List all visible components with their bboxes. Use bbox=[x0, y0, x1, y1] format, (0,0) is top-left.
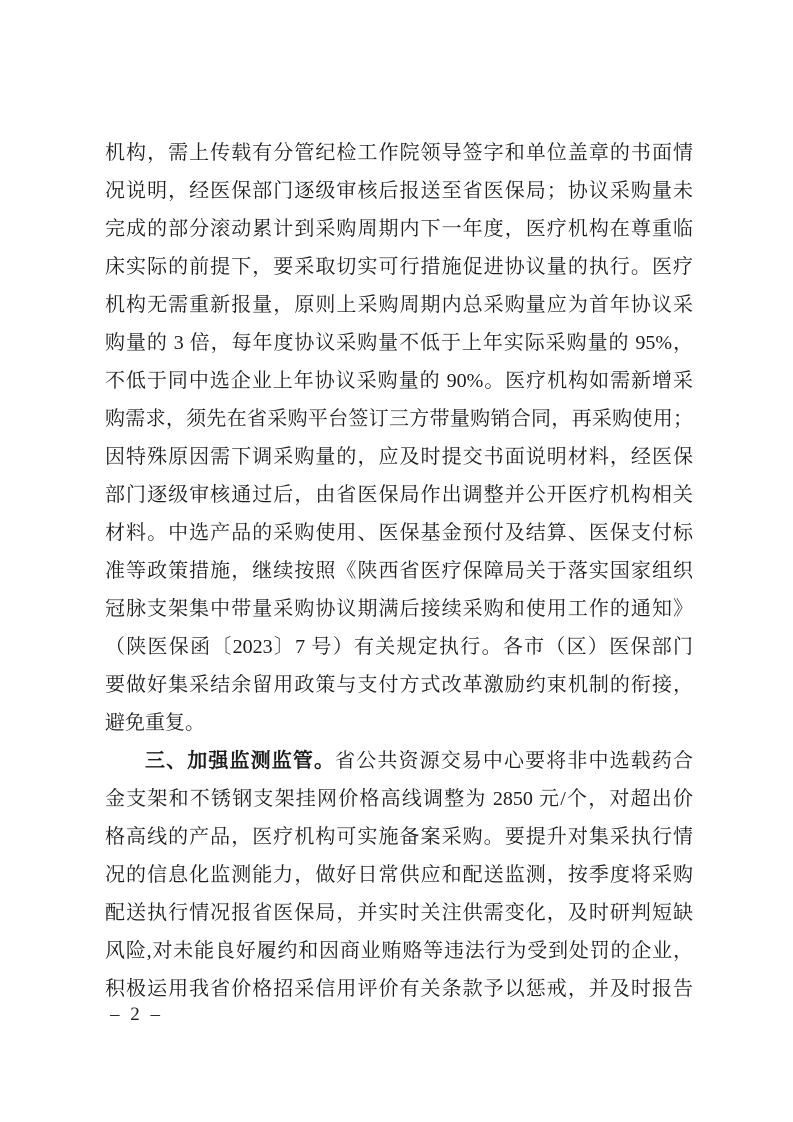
para2-line-2: 金支架和不锈钢支架挂网价格高线调整为 2850 元/个，对超出价 bbox=[105, 788, 693, 810]
para1-line-4: 床实际的前提下，要采取切实可行措施促进协议量的执行。医疗 bbox=[105, 256, 693, 278]
para1-line-15: 要做好集采结余留用政策与支付方式改革激励约束机制的衔接， bbox=[105, 674, 693, 696]
section-3-lead-text: 省公共资源交易中心要将非中选载药合 bbox=[335, 750, 694, 772]
para1-line-5: 机构无需重新报量，原则上采购周期内总采购量应为首年协议采 bbox=[105, 294, 693, 316]
para2-line-7: 积极运用我省价格招采信用评价有关条款予以惩戒，并及时报告 bbox=[105, 978, 693, 1000]
para1-line-9: 因特殊原因需下调采购量的，应及时提交书面说明材料，经医保 bbox=[105, 446, 693, 468]
para1-line-2: 况说明，经医保部门逐级审核后报送至省医保局；协议采购量未 bbox=[105, 180, 693, 202]
para2-line-6: 风险,对未能良好履约和因商业贿赂等违法行为受到处罚的企业， bbox=[105, 940, 693, 962]
document-body bbox=[105, 134, 693, 1008]
para1-line-12: 准等政策措施，继续按照《陕西省医疗保障局关于落实国家组织 bbox=[105, 560, 693, 582]
para1-line-7: 不低于同中选企业上年协议采购量的 90%。医疗机构如需新增采 bbox=[105, 370, 693, 392]
para2-line-5: 配送执行情况报省医保局，并实时关注供需变化，及时研判短缺 bbox=[105, 902, 693, 924]
para1-line-8: 购需求，须先在省采购平台签订三方带量购销合同，再采购使用； bbox=[105, 408, 693, 430]
para1-line-13: 冠脉支架集中带量采购协议期满后接续采购和使用工作的通知》 bbox=[105, 598, 693, 620]
para1-line-6: 购量的 3 倍，每年度协议采购量不低于上年实际采购量的 95%， bbox=[105, 332, 693, 354]
para1-line-1: 机构，需上传载有分管纪检工作院领导签字和单位盖章的书面情 bbox=[105, 142, 693, 164]
para1-line-10: 部门逐级审核通过后，由省医保局作出调整并公开医疗机构相关 bbox=[105, 484, 693, 506]
page-number: – 2 – bbox=[110, 1004, 163, 1025]
para2-line-4: 况的信息化监测能力，做好日常供应和配送监测，按季度将采购 bbox=[105, 864, 693, 886]
para1-line-11: 材料。中选产品的采购使用、医保基金预付及结算、医保支付标 bbox=[105, 522, 693, 544]
para2-line-3: 格高线的产品，医疗机构可实施备案采购。要提升对集采执行情 bbox=[105, 826, 693, 848]
para1-line-3: 完成的部分滚动累计到采购周期内下一年度，医疗机构在尊重临 bbox=[105, 218, 693, 240]
para1-line-16: 避免重复。 bbox=[105, 712, 205, 734]
para1-line-14: （陕医保函〔2023〕7 号）有关规定执行。各市（区）医保部门 bbox=[105, 636, 693, 658]
para2-line-1 bbox=[105, 742, 693, 780]
section-3-heading: 三、加强监测监管。 bbox=[145, 750, 336, 772]
